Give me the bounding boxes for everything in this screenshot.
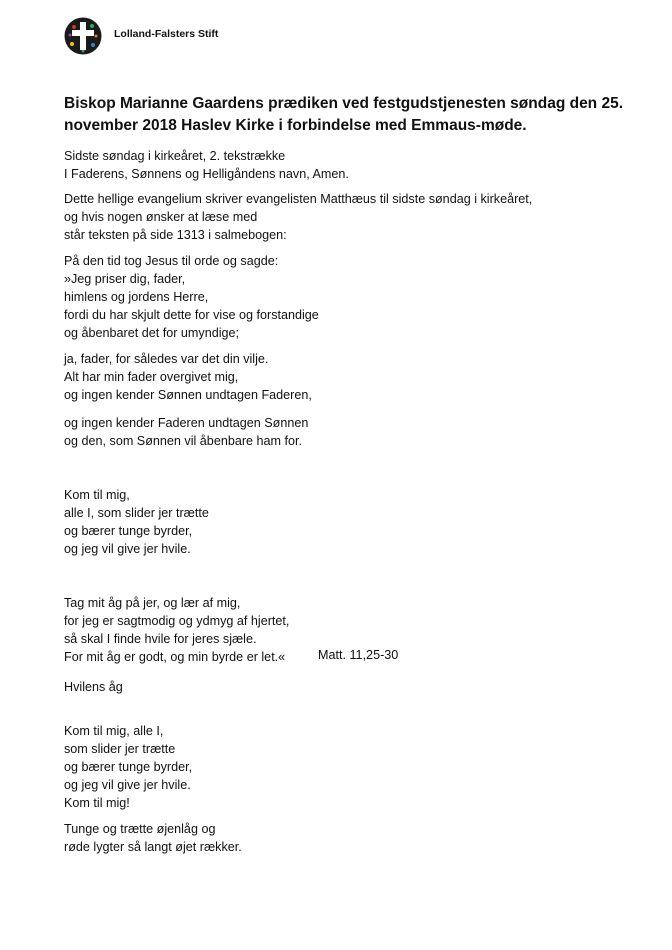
text-line: Hvilens åg xyxy=(64,680,123,694)
paragraph xyxy=(64,486,209,558)
text-line: røde lygter så langt øjet rækker. xyxy=(64,840,242,854)
paragraph xyxy=(64,252,319,342)
text-line: I Faderens, Sønnens og Helligåndens navn, Amen. xyxy=(64,167,349,181)
paragraph xyxy=(64,147,349,183)
text-line: står teksten på side 1313 i salmebogen: xyxy=(64,228,287,242)
text-line: og jeg vil give jer hvile. xyxy=(64,542,191,556)
paragraph xyxy=(64,594,289,666)
text-line: For mit åg er godt, og min byrde er let.« xyxy=(64,650,286,664)
text-line: og jeg vil give jer hvile. xyxy=(64,778,191,792)
organization-name: Lolland-Falsters Stift xyxy=(114,28,219,40)
text-line: Tunge og trætte øjenlåg og xyxy=(64,822,216,836)
text-line: og ingen kender Faderen undtagen Sønnen xyxy=(64,416,309,430)
text-line: fordi du har skjult dette for vise og forstandige xyxy=(64,308,319,322)
paragraph xyxy=(64,678,123,696)
text-line: Kom til mig, xyxy=(64,488,130,502)
paragraph xyxy=(64,350,312,404)
text-line: På den tid tog Jesus til orde og sagde: xyxy=(64,254,279,268)
paragraph xyxy=(64,190,532,244)
text-line: ja, fader, for således var det din vilje. xyxy=(64,352,269,366)
text-line: himlens og jordens Herre, xyxy=(64,290,209,304)
text-line: og åbenbaret det for umyndige; xyxy=(64,326,240,340)
text-line: og bærer tunge byrder, xyxy=(64,524,193,538)
diocese-logo xyxy=(64,17,102,55)
paragraph xyxy=(64,722,192,812)
text-line: Tag mit åg på jer, og lær af mig, xyxy=(64,596,241,610)
paragraph xyxy=(64,820,242,856)
text-line: Kom til mig! xyxy=(64,796,130,810)
text-line: Kom til mig, alle I, xyxy=(64,724,164,738)
scripture-reference: Matt. 11,25-30 xyxy=(318,648,399,662)
text-line: og ingen kender Sønnen undtagen Faderen, xyxy=(64,388,312,402)
text-line: Dette hellige evangelium skriver evangelisten Matthæus til sidste søndag i kirkeåret, xyxy=(64,192,533,206)
text-line: og hvis nogen ønsker at læse med xyxy=(64,210,258,224)
text-line: som slider jer trætte xyxy=(64,742,176,756)
text-line: Alt har min fader overgivet mig, xyxy=(64,370,239,384)
text-line: og bærer tunge byrder, xyxy=(64,760,193,774)
text-line: alle I, som slider jer trætte xyxy=(64,506,209,520)
text-line: for jeg er sagtmodig og ydmyg af hjertet, xyxy=(64,614,290,628)
paragraph xyxy=(64,414,308,450)
document-title: Biskop Marianne Gaardens prædiken ved festgudstjenesten søndag den 25. november 2018 Haslev Kirke i forbindelse med Emmaus-møde. xyxy=(64,95,624,134)
text-line: og den, som Sønnen vil åbenbare ham for. xyxy=(64,434,303,448)
text-line: Sidste søndag i kirkeåret, 2. tekstrække xyxy=(64,149,286,163)
text-line: »Jeg priser dig, fader, xyxy=(64,272,186,286)
text-line: så skal I finde hvile for jeres sjæle. xyxy=(64,632,257,646)
